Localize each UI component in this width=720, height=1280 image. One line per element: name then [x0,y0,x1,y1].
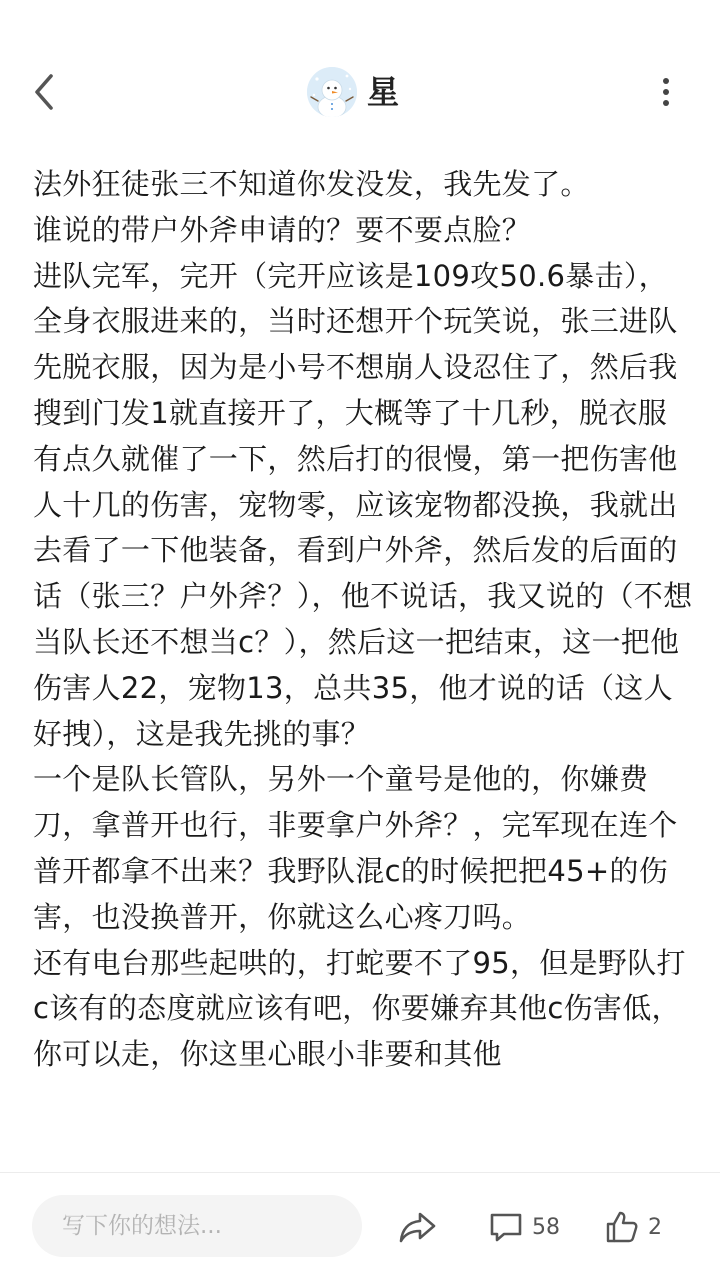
forum-title-group[interactable] [307,66,399,118]
comment-icon [488,1210,524,1244]
post-paragraph: 一个是队长管队，另外一个童号是他的，你嫌费刀，拿普开也行，非要拿户外斧？，完军现在连个普开都拿不出来？我野队混c的时候把把45+的伤害，也没换普开，你就这么心疼刀吗。 [33,762,678,934]
chevron-left-icon [31,72,57,112]
comment-button[interactable] [488,1205,560,1249]
post-paragraph: 谁说的带户外斧申请的？要不要点脸？ [33,212,532,247]
post-paragraph: 进队完军，完开（完开应该是109攻50.6暴击），全身衣服进来的，当时还想开个玩笑说，张三进队先脱衣服，因为是小号不想崩人设忍住了，然后我搜到门发1就直接开了，大概等了十几秒，脱衣服有点久就催了一下，然后打的很慢，第一把伤害他人十几的伤害，宠物零，应该宠物都没换，我就出去看了一下他装备，看到户外斧，然后发的后面的话（张三？户外斧？），他不说话，我又说的（不想当队长还不想当c？），然后这一把结束，这一把他伤害人22，宠物13，总共35，他才说的话（这人好拽），这是我先挑的事？ [33,258,693,751]
back-button[interactable] [22,66,66,118]
post-content [33,162,693,1170]
more-options-button[interactable] [644,66,688,118]
avatar [307,67,357,117]
like-button[interactable] [604,1205,662,1249]
like-count: 2 [648,1214,662,1240]
share-icon [398,1209,438,1245]
post-paragraph: 还有电台那些起哄的，打蛇要不了95，但是野队打c该有的态度就应该有吧，你要嫌弃其他c伤害低，你可以走，你这里心眼小非要和其他 [33,945,686,1072]
more-vertical-icon [661,77,671,107]
comment-input[interactable] [32,1195,362,1257]
header [0,0,720,185]
comment-count: 58 [532,1214,560,1240]
thumbs-up-icon [604,1209,640,1245]
share-button[interactable] [396,1205,440,1249]
snowman-icon [307,67,357,117]
page-title: 星 [367,73,400,111]
bottom-action-bar [0,1172,720,1280]
post-paragraph: 法外狂徒张三不知道你发没发，我先发了。 [33,167,590,201]
